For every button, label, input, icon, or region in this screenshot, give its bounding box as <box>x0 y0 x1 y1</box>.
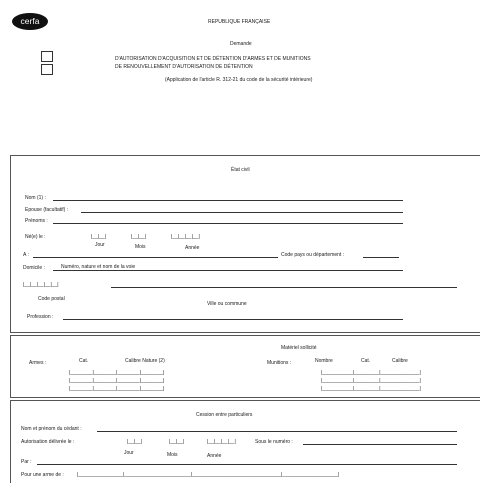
postal-code-field[interactable]: |__|__|__|__|__| <box>23 282 59 288</box>
munitions-row-2[interactable]: |___________|_________|______________| <box>321 378 421 384</box>
par-field[interactable] <box>37 464 457 465</box>
materiel-title: Matériel sollicité <box>281 345 317 351</box>
annee-caption: Année <box>185 245 200 251</box>
code-postal-caption: Code postal <box>38 296 65 302</box>
armes-row-2[interactable]: |________|________|________|________| <box>69 378 165 384</box>
option-renouvellement-label: DE RENOUVELLEMENT D'AUTORISATION DE DÉTENTION <box>115 64 253 70</box>
nom-field[interactable] <box>53 200 403 201</box>
birth-month-field[interactable]: |__|__| <box>131 234 147 240</box>
option-renouvellement-checkbox[interactable] <box>41 64 53 75</box>
munitions-nombre-header: Nombre <box>315 358 333 364</box>
prenoms-field[interactable] <box>53 223 403 224</box>
application-note: (Application de l'article R. 312-21 du code de la sécurité intérieure) <box>165 77 313 83</box>
domicile-label: Domicile : <box>23 265 45 271</box>
domicile-field[interactable] <box>53 270 403 271</box>
demande-title: Demande <box>230 41 252 47</box>
birth-year-field[interactable]: |__|__|__|__| <box>171 234 200 240</box>
munitions-cat-header: Cat. <box>361 358 371 364</box>
pour-arme-field[interactable]: |________________|________________________|________________________________|____________________| <box>77 472 340 478</box>
sous-numero-label: Sous le numéro : <box>255 439 293 445</box>
materiel-panel <box>10 335 480 398</box>
nom-cedant-field[interactable] <box>97 431 457 432</box>
armes-calibre-header: Calibre Nature (2) <box>125 358 165 364</box>
domicile-hint: Numéro, nature et nom de la voie <box>61 264 136 270</box>
armes-row-3[interactable]: |________|________|________|________| <box>69 386 165 392</box>
birth-day-field[interactable]: |__|__| <box>91 234 107 240</box>
munitions-row-3[interactable]: |___________|_________|______________| <box>321 386 421 392</box>
ne-le-label: Né(e) le : <box>25 234 46 240</box>
armes-cat-header: Cat. <box>79 358 89 364</box>
epouse-field[interactable] <box>81 212 403 213</box>
armes-row-1[interactable]: |________|________|________|________| <box>69 370 165 376</box>
pour-arme-label: Pour une arme de : <box>21 472 64 478</box>
cession-mois-caption: Mois <box>167 452 178 458</box>
code-pays-label: Code pays ou département : <box>281 252 345 258</box>
cession-panel <box>10 400 480 483</box>
armes-label: Armes : <box>29 360 47 366</box>
option-acquisition-checkbox[interactable] <box>41 51 53 62</box>
ville-caption: Ville ou commune <box>207 301 247 307</box>
nom-cedant-label: Nom et prénom du cédant : <box>21 426 82 432</box>
cession-title: Cession entre particuliers <box>196 412 253 418</box>
munitions-row-1[interactable]: |___________|_________|______________| <box>321 370 421 376</box>
profession-field[interactable] <box>63 319 403 320</box>
munitions-label: Munitions : <box>267 360 292 366</box>
etat-civil-panel <box>10 155 480 333</box>
sous-numero-field[interactable] <box>303 444 457 445</box>
option-acquisition-label: D'AUTORISATION D'ACQUISITION ET DE DÉTENTION D'ARMES ET DE MUNITIONS <box>115 56 311 62</box>
profession-label: Profession : <box>27 314 54 320</box>
par-label: Par : <box>21 459 32 465</box>
autorisation-day-field[interactable]: |__|__| <box>127 439 143 445</box>
jour-caption: Jour <box>95 242 105 248</box>
prenoms-label: Prénoms : <box>25 218 48 224</box>
cerfa-logo: cerfa <box>12 13 48 30</box>
mois-caption: Mois <box>135 244 146 250</box>
munitions-calibre-header: Calibre <box>392 358 408 364</box>
etat-civil-title: État civil <box>231 167 250 173</box>
lieu-field[interactable] <box>33 257 278 258</box>
autorisation-label: Autorisation délivrée le : <box>21 439 75 445</box>
cession-annee-caption: Année <box>207 453 222 459</box>
epouse-label: Epouse (facultatif) : <box>25 207 69 213</box>
republic-title: REPUBLIQUE FRANÇAISE <box>208 19 271 25</box>
cession-jour-caption: Jour <box>124 450 134 456</box>
lieu-label: A : <box>23 252 29 258</box>
ville-field[interactable] <box>111 287 457 288</box>
autorisation-month-field[interactable]: |__|__| <box>169 439 185 445</box>
autorisation-year-field[interactable]: |__|__|__|__| <box>207 439 236 445</box>
nom-label: Nom (1) : <box>25 195 46 201</box>
code-pays-field[interactable] <box>363 257 399 258</box>
